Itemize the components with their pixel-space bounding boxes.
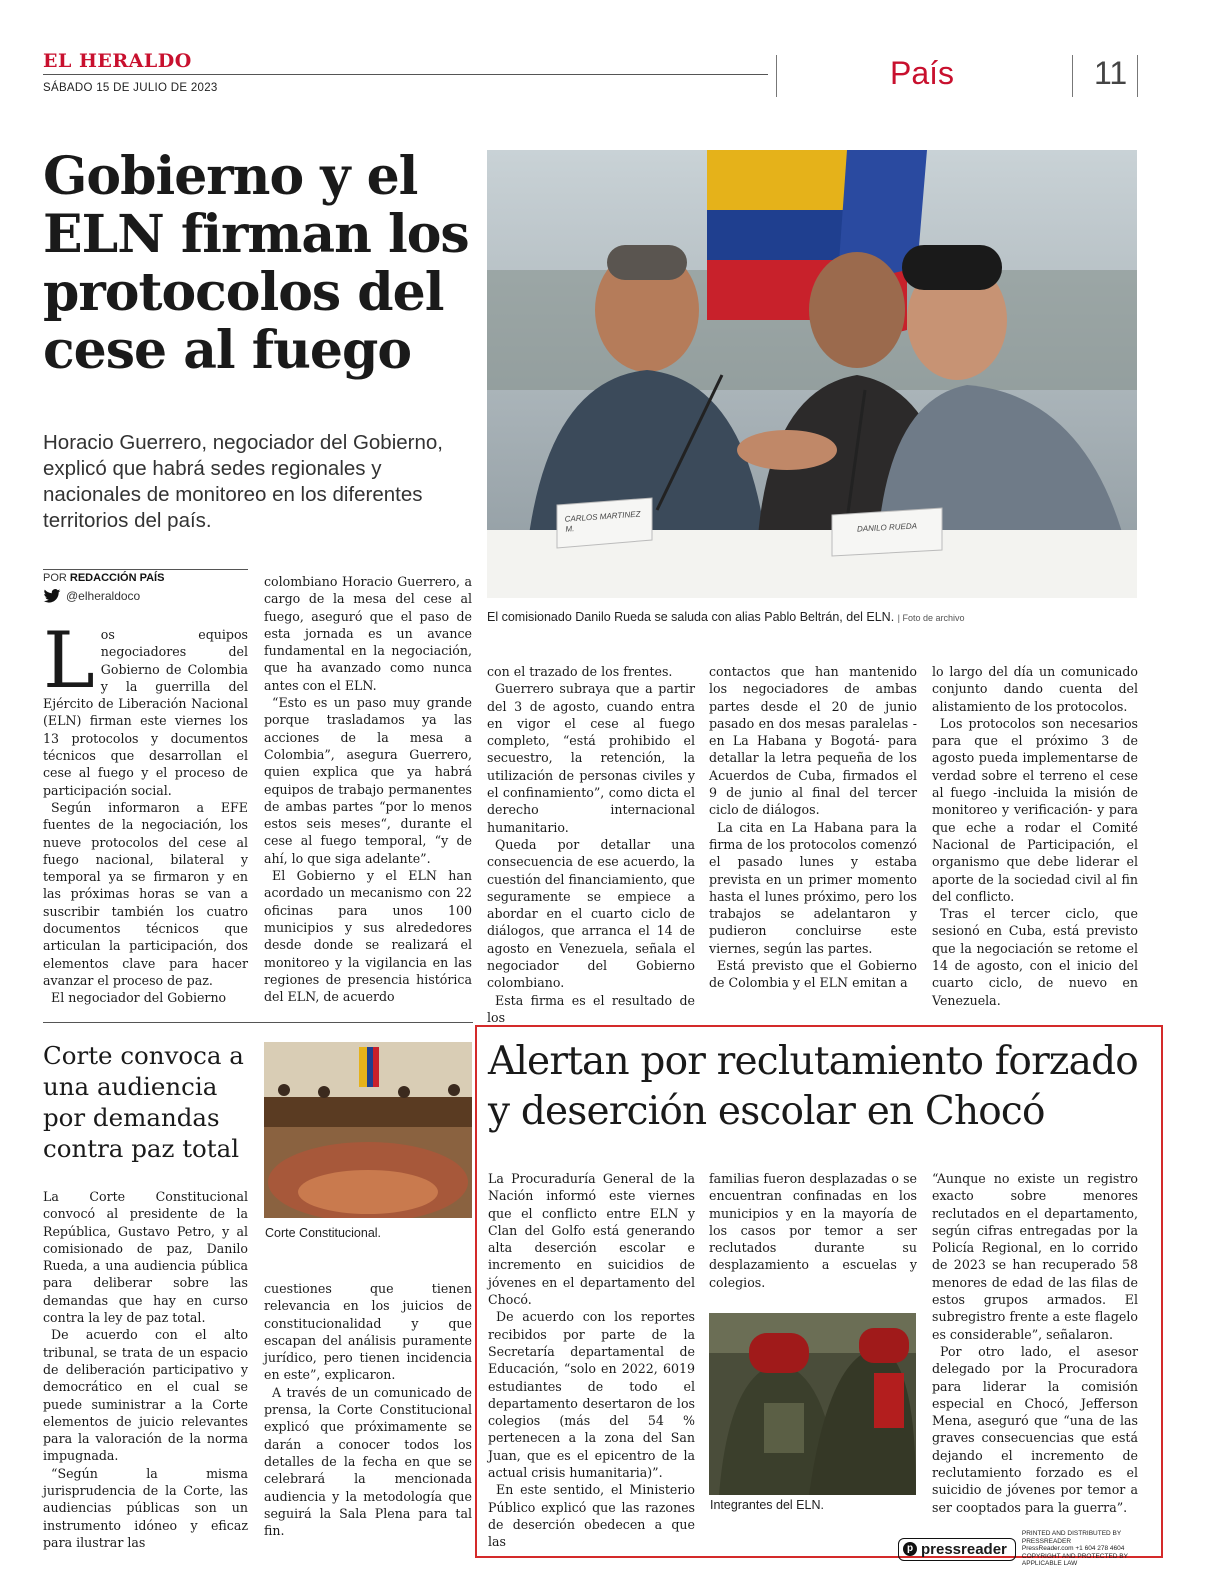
header-rule <box>43 74 768 75</box>
byline-prefix: POR <box>43 572 67 584</box>
main-dek: Horacio Guerrero, negociador del Gobierno, explicó que habrá sedes regionales y nacionales de monitoreo en los diferentes territorios del país. <box>43 431 443 532</box>
main-headline: Gobierno y el ELN firman los protocolos del cese al fuego <box>43 146 469 381</box>
choco-headline: Alertan por reclutamiento forzado y deserción escolar en Chocó <box>488 1039 1138 1134</box>
pressreader-icon: p <box>903 1542 917 1556</box>
issue-date: SÁBADO 15 DE JULIO DE 2023 <box>43 82 218 94</box>
paragraph: Según informaron a EFE fuentes de la negociación, los nueve protocolos del cese al fuego nacional, bilateral y temporal ya se firmaron y en las próximas horas se van a suscribir también los cuatro documentos técnicos que articulan la participación, dos elementos clave para hacer avanzar el proceso de paz. <box>43 799 248 988</box>
pressreader-fine-print <box>1022 1530 1157 1568</box>
header-divider <box>1137 55 1138 97</box>
main-photo <box>487 150 1137 598</box>
paragraph: os equipos negociadores del Gobierno de Colombia y la guerrilla del Ejército de Liberación Nacional (ELN) firman este viernes los 13 protocolos y documentos técnicos que desarrollan el cese al fuego y el proceso de participación social. <box>43 627 248 798</box>
paragraph: Los protocolos son necesarios para que el próximo 3 de agosto pueda implementarse de verdad sobre el terreno el cese al fuego -incluida la misión de monitoreo y verificación- y para que eche a rodar el Comité Nacional de Participación, el organismo que debe liderar el aporte de la sociedad civil al fin del conflicto. <box>932 715 1138 904</box>
eln-photo-caption: Integrantes del ELN. <box>710 1498 824 1512</box>
choco-col-1 <box>488 1170 695 1551</box>
paragraph: “Según la misma jurisprudencia de la Corte, las audiencias públicas son un instrumento idóneo y eficaz para ilustrar las <box>43 1465 248 1550</box>
paragraph: La Procuraduría General de la Nación informó este viernes que el conflicto entre ELN y Clan del Golfo está generando alta deserción escolar e incremento en suicidios de jóvenes en el departamento del Chocó. <box>488 1171 695 1308</box>
paragraph: “Esto es un paso muy grande porque trasladamos ya las acciones de la mesa a Colombia”, asegura Guerrero, quien explica que ya habrá equipos de trabajo permanentes de ambas partes “por lo menos estos seis meses“, durante el cese al fuego temporal, “y de ahí, lo que siga adelante”. <box>264 695 472 866</box>
main-col-5 <box>932 663 1138 1009</box>
section-label: País <box>890 55 955 91</box>
photo-credit: | Foto de archivo <box>897 613 965 623</box>
pressreader-label: pressreader <box>921 1540 1007 1558</box>
pressreader-badge <box>898 1538 1016 1561</box>
main-col-2 <box>264 573 472 1005</box>
paragraph: El negociador del Gobierno <box>51 990 227 1006</box>
header-divider <box>776 55 777 97</box>
corte-col-2 <box>264 1280 472 1539</box>
corte-photo <box>264 1042 472 1218</box>
fine-print-line: PressReader.com +1 604 278 4604 <box>1021 1545 1125 1553</box>
photo-eln-members <box>709 1313 916 1495</box>
paragraph: Tras el tercer ciclo, que sesionó en Cuba, está previsto que la negociación se retome el 14 de agosto, con el inicio del cuarto ciclo, de nuevo en Venezuela. <box>932 906 1138 1008</box>
paragraph: lo largo del día un comunicado conjunto dando cuenta del alistamiento de los protocolos. <box>932 664 1138 714</box>
fine-print-line: COPYRIGHT AND PROTECTED BY APPLICABLE LAW <box>1021 1552 1128 1568</box>
main-col-4 <box>709 663 917 992</box>
section-rule <box>43 1022 473 1023</box>
main-col-1 <box>43 616 248 1007</box>
paragraph: colombiano Horacio Guerrero, a cargo de la mesa del cese al fuego, aseguró que el paso de esta jornada es un avance fundamental en la negociación, que ha avanzado como nunca antes con el ELN. <box>264 574 472 693</box>
main-photo-caption <box>487 610 1137 624</box>
caption-text: El comisionado Danilo Rueda se saluda con alias Pablo Beltrán, del ELN. <box>487 610 895 624</box>
photo-court-chamber <box>264 1042 472 1218</box>
drop-cap: L <box>43 616 95 706</box>
paragraph: En este sentido, el Ministerio Público explicó que las razones de deserción obedecen a que las <box>488 1482 695 1550</box>
byline <box>43 572 164 584</box>
eln-photo <box>709 1313 916 1495</box>
fine-print-line: PRINTED AND DISTRIBUTED BY PRESSREADER <box>1021 1530 1122 1545</box>
twitter-bird-icon <box>43 589 61 603</box>
corte-photo-caption: Corte Constitucional. <box>265 1226 382 1240</box>
byline-author: REDACCIÓN PAÍS <box>69 572 165 584</box>
paragraph: La cita en La Habana para la firma de los protocolos comenzó el pasado lunes y estaba prevista en un primer momento hasta el lunes próximo, pero los trabajos se adelantaron y pudieron concluirse este viernes, según las partes. <box>709 819 917 956</box>
paragraph: “Aunque no existe un registro exacto sobre menores reclutados en el departamento, según cifras entregadas por la Policía Regional, en lo corrido de 2023 se han recuperado 58 menores de edad de las filas de estos grupos armados. El subregistro frente a este flagelo es considerable”, señalaron. <box>932 1171 1138 1342</box>
paragraph: De acuerdo con los reportes recibidos por parte de la Secretaría departamental de Educación, “solo en 2022, 6019 estudiantes de todo el departamento desertaron de los colegios (más del 54 % pertenecen a la zona del San Juan, que es el epicentro de la actual crisis humanitaria)”. <box>488 1309 695 1481</box>
paragraph: cuestiones que tienen relevancia en los juicios de constitucionalidad y que escapan del análisis puramente jurídico, pero tienen incidencia en este”, explicaron. <box>264 1281 472 1383</box>
paragraph: Esta firma es el resultado de los <box>487 992 695 1025</box>
paragraph: con el trazado de los frentes. <box>487 664 673 679</box>
paragraph: Queda por detallar una consecuencia de ese acuerdo, la cuestión del financiamiento, que seguramente se empiece a abordar en el cuarto ciclo de diálogos, que arranca el 14 de agosto en Venezuela, señala el negociador del Gobierno colombiano. <box>487 836 695 991</box>
paragraph: contactos que han mantenido los negociadores de ambas partes desde el 20 de junio pasado en dos mesas paralelas -en La Habana y Bogotá- para detallar la letra pequeña de los Acuerdos de Cuba, firmados el 9 de junio al final del tercer ciclo de diálogos. <box>709 664 917 818</box>
twitter-handle: @elheraldoco <box>66 589 141 603</box>
paragraph: Guerrero subraya que a partir del 3 de agosto, cuando entra en vigor el cese al fuego completo, “está prohibido el secuestro, la retención, la utilización de personas civiles y el confinamiento”, como dicta el derecho internacional humanitario. <box>487 681 695 835</box>
masthead-logo: EL HERALDO <box>43 50 192 72</box>
paragraph: Está previsto que el Gobierno de Colombia y el ELN emitan a <box>709 958 917 991</box>
paragraph: Por otro lado, el asesor delegado por la Procuradora para liderar la comisión especial en Chocó, Jefferson Mena, aseguró que “una de las graves consecuencias que está dejando el incremento de reclutamiento forzado es el suicidio de jóvenes por temor a ser cooptados para la guerra”. <box>932 1343 1138 1515</box>
header-divider <box>1072 55 1073 97</box>
nameplate-left: CARLOS MARTINEZ M. <box>564 509 641 534</box>
pressreader-footer <box>898 1530 1157 1568</box>
corte-col-1 <box>43 1188 248 1551</box>
paragraph: La Corte Constitucional convocó al presidente de la República, Gustavo Petro, y al comisionado de paz, Danilo Rueda, a una audiencia pública para deliberar sobre las demandas que hay en curso contra la ley de paz total. <box>43 1189 248 1326</box>
choco-col-3 <box>932 1170 1138 1516</box>
corte-headline: Corte convoca a una audiencia por demandas contra paz total <box>43 1041 244 1163</box>
page-number: 11 <box>1094 55 1128 91</box>
twitter-credit <box>43 589 140 603</box>
paragraph: De acuerdo con el alto tribunal, se trata de un espacio de deliberación participativo y democrático en el cual se puede suministrar a la Corte elementos de juicio relevantes para la valoración de la norma impugnada. <box>43 1327 248 1464</box>
paragraph: A través de un comunicado de prensa, la Corte Constitucional explicó que próximamente se darán a conocer todos los detalles de la fecha en que se celebrará la mencionada audiencia y la metodología que seguirá la Sala Plena para tal fin. <box>264 1384 472 1539</box>
paragraph: familias fueron desplazadas o se encuentran confinadas en los municipios y en la mayoría de los casos por temor a ser reclutados durante su desplazamiento a escuelas y colegios. <box>709 1171 917 1290</box>
choco-col-2 <box>709 1170 917 1291</box>
paragraph: El Gobierno y el ELN han acordado un mecanismo con 22 oficinas para unos 100 municipios y sus alrededores desde donde se realizará el monitoreo y la vigilancia en las regiones de presencia histórica del ELN, de acuerdo <box>264 868 472 1005</box>
main-col-3 <box>487 663 695 1026</box>
byline-rule <box>43 569 248 570</box>
nameplate-right: DANILO RUEDA <box>856 521 918 534</box>
